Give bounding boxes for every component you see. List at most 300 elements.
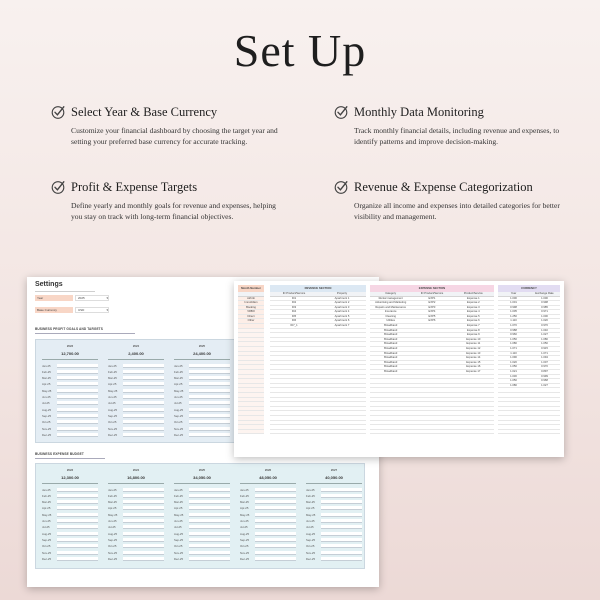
table-cell[interactable]: Expense 13 <box>466 351 481 355</box>
month-value-input[interactable] <box>189 376 230 380</box>
table-cell[interactable] <box>270 379 318 383</box>
month-value-input[interactable] <box>189 395 230 399</box>
table-cell[interactable] <box>270 421 318 425</box>
table-cell[interactable] <box>529 402 560 406</box>
month-value-input[interactable] <box>57 544 98 548</box>
month-value-input[interactable] <box>57 408 98 412</box>
month-value-input[interactable] <box>123 401 164 405</box>
year-select[interactable]: 2025 ▾ <box>75 295 109 301</box>
table-cell[interactable] <box>498 430 529 434</box>
month-value-input[interactable] <box>189 420 230 424</box>
table-cell[interactable] <box>411 421 452 425</box>
table-cell[interactable] <box>270 352 318 356</box>
table-cell[interactable]: Expense 7 <box>466 324 480 328</box>
table-cell[interactable] <box>318 352 366 356</box>
table-cell[interactable] <box>529 388 560 392</box>
table-cell[interactable]: 1.000 <box>541 296 548 300</box>
month-value-input[interactable] <box>123 488 164 492</box>
table-cell[interactable] <box>453 375 494 379</box>
table-cell[interactable]: Booking <box>246 305 256 309</box>
table-cell[interactable] <box>318 361 366 365</box>
table-cell[interactable] <box>270 375 318 379</box>
table-cell[interactable]: Apartment 3 <box>334 305 350 309</box>
table-cell[interactable] <box>238 416 264 420</box>
month-value-input[interactable] <box>321 488 362 492</box>
table-cell[interactable] <box>270 329 318 333</box>
month-value-input[interactable] <box>57 364 98 368</box>
table-cell[interactable]: EXP6 <box>428 319 436 323</box>
table-cell[interactable] <box>318 370 366 374</box>
month-value-input[interactable] <box>123 551 164 555</box>
month-value-input[interactable] <box>189 551 230 555</box>
table-cell[interactable] <box>498 411 529 415</box>
table-cell[interactable] <box>238 370 264 374</box>
table-cell[interactable] <box>318 402 366 406</box>
table-cell[interactable] <box>318 365 366 369</box>
table-cell[interactable]: Broadband <box>384 328 398 332</box>
table-cell[interactable] <box>498 425 529 429</box>
table-cell[interactable]: Expense 14 <box>466 356 481 360</box>
table-cell[interactable]: EXP1 <box>428 296 436 300</box>
table-cell[interactable]: Apartment 7 <box>334 324 350 328</box>
table-cell[interactable]: 1.094 <box>541 356 548 360</box>
table-cell[interactable] <box>238 338 264 342</box>
table-cell[interactable] <box>238 342 264 346</box>
table-cell[interactable] <box>270 425 318 429</box>
table-cell[interactable] <box>498 402 529 406</box>
table-cell[interactable]: 1.250 <box>510 314 517 318</box>
table-cell[interactable] <box>453 402 494 406</box>
table-cell[interactable] <box>529 411 560 415</box>
table-cell[interactable]: ID7_1 <box>290 324 298 328</box>
table-cell[interactable]: Expense 11 <box>466 342 481 346</box>
month-value-input[interactable] <box>57 488 98 492</box>
month-value-input[interactable] <box>189 401 230 405</box>
table-cell[interactable]: 1.001 <box>510 301 517 305</box>
month-value-input[interactable] <box>123 500 164 504</box>
table-cell[interactable] <box>238 324 264 328</box>
month-value-input[interactable] <box>57 551 98 555</box>
month-value-input[interactable] <box>189 382 230 386</box>
table-cell[interactable] <box>318 329 366 333</box>
table-cell[interactable]: 1.027 <box>541 383 548 387</box>
table-cell[interactable] <box>453 388 494 392</box>
table-cell[interactable] <box>498 398 529 402</box>
table-cell[interactable] <box>238 329 264 333</box>
month-value-input[interactable] <box>189 370 230 374</box>
table-cell[interactable] <box>529 425 560 429</box>
month-value-input[interactable] <box>57 370 98 374</box>
table-cell[interactable] <box>529 421 560 425</box>
table-cell[interactable]: 0.971 <box>541 310 548 314</box>
table-cell[interactable]: 1.020 <box>510 360 517 364</box>
table-cell[interactable] <box>370 411 411 415</box>
table-cell[interactable] <box>238 352 264 356</box>
table-cell[interactable]: Apartment 2 <box>334 301 350 305</box>
table-cell[interactable]: Expense 2 <box>466 301 480 305</box>
table-cell[interactable] <box>453 430 494 434</box>
table-cell[interactable] <box>238 379 264 383</box>
table-cell[interactable]: Broadband <box>384 333 398 337</box>
table-cell[interactable] <box>270 338 318 342</box>
month-value-input[interactable] <box>255 557 296 561</box>
month-value-input[interactable] <box>255 538 296 542</box>
month-value-input[interactable] <box>57 427 98 431</box>
month-value-input[interactable] <box>123 420 164 424</box>
month-value-input[interactable] <box>189 557 230 561</box>
table-cell[interactable] <box>318 356 366 360</box>
month-value-input[interactable] <box>321 544 362 548</box>
table-cell[interactable] <box>411 370 452 374</box>
table-cell[interactable] <box>529 398 560 402</box>
table-cell[interactable] <box>453 416 494 420</box>
table-cell[interactable]: Broadband <box>384 342 398 346</box>
table-cell[interactable]: 1.071 <box>510 347 517 351</box>
table-cell[interactable]: ID5 <box>291 314 297 318</box>
month-value-input[interactable] <box>57 433 98 437</box>
month-value-input[interactable] <box>123 513 164 517</box>
month-value-input[interactable] <box>123 544 164 548</box>
table-cell[interactable]: Apartment 4 <box>334 310 350 314</box>
month-value-input[interactable] <box>123 433 164 437</box>
table-cell[interactable]: Broadband <box>384 360 398 364</box>
month-value-input[interactable] <box>123 525 164 529</box>
month-value-input[interactable] <box>321 513 362 517</box>
table-cell[interactable] <box>238 425 264 429</box>
month-value-input[interactable] <box>255 544 296 548</box>
table-cell[interactable]: Utilities <box>386 319 395 323</box>
table-cell[interactable]: Broadband <box>384 370 398 373</box>
table-cell[interactable]: 1.070 <box>510 324 517 328</box>
table-cell[interactable] <box>238 365 264 369</box>
table-cell[interactable] <box>318 342 366 346</box>
table-cell[interactable] <box>318 421 366 425</box>
month-value-input[interactable] <box>123 364 164 368</box>
month-value-input[interactable] <box>57 513 98 517</box>
table-cell[interactable] <box>498 407 529 411</box>
table-cell[interactable]: Apartment 1 <box>334 296 350 300</box>
table-cell[interactable] <box>238 356 264 360</box>
table-cell[interactable] <box>370 402 411 406</box>
table-cell[interactable]: ID6 <box>291 319 297 323</box>
table-cell[interactable] <box>270 388 318 392</box>
month-value-input[interactable] <box>189 513 230 517</box>
table-cell[interactable]: Broadband <box>384 324 398 328</box>
table-cell[interactable] <box>498 388 529 392</box>
table-cell[interactable]: Broadband <box>384 351 398 355</box>
table-cell[interactable] <box>238 333 264 337</box>
month-value-input[interactable] <box>189 544 230 548</box>
table-cell[interactable] <box>453 425 494 429</box>
month-value-input[interactable] <box>123 414 164 418</box>
month-value-input[interactable] <box>255 513 296 517</box>
month-value-input[interactable] <box>189 408 230 412</box>
month-value-input[interactable] <box>123 532 164 536</box>
table-cell[interactable] <box>411 347 452 351</box>
table-cell[interactable] <box>318 388 366 392</box>
table-cell[interactable] <box>238 398 264 402</box>
table-cell[interactable]: Broadband <box>384 356 398 360</box>
table-cell[interactable] <box>411 411 452 415</box>
table-cell[interactable] <box>453 379 494 383</box>
table-cell[interactable]: ID2 <box>291 301 297 305</box>
month-value-input[interactable] <box>189 433 230 437</box>
table-cell[interactable] <box>270 361 318 365</box>
table-cell[interactable] <box>270 416 318 420</box>
table-cell[interactable] <box>238 375 264 379</box>
month-value-input[interactable] <box>123 557 164 561</box>
table-cell[interactable] <box>238 407 264 411</box>
month-value-input[interactable] <box>123 538 164 542</box>
table-cell[interactable]: ID1 <box>291 296 297 300</box>
month-value-input[interactable] <box>255 525 296 529</box>
table-cell[interactable]: 0.968 <box>541 379 548 383</box>
table-cell[interactable] <box>238 393 264 397</box>
month-value-input[interactable] <box>321 557 362 561</box>
table-cell[interactable] <box>370 421 411 425</box>
table-cell[interactable]: Cleaning <box>385 314 396 318</box>
table-cell[interactable] <box>270 393 318 397</box>
month-value-input[interactable] <box>123 389 164 393</box>
month-value-input[interactable] <box>321 532 362 536</box>
table-cell[interactable] <box>318 398 366 402</box>
table-cell[interactable]: 0.976 <box>541 324 548 328</box>
table-cell[interactable] <box>238 361 264 365</box>
table-cell[interactable] <box>370 407 411 411</box>
table-cell[interactable]: Expense 17 <box>466 370 481 373</box>
table-cell[interactable] <box>318 411 366 415</box>
table-cell[interactable] <box>318 416 366 420</box>
table-cell[interactable]: 1.005 <box>510 310 517 314</box>
table-cell[interactable] <box>411 402 452 406</box>
table-cell[interactable]: 1.090 <box>510 356 517 360</box>
table-cell[interactable] <box>411 375 452 379</box>
table-cell[interactable]: 1.080 <box>541 337 548 341</box>
month-value-input[interactable] <box>57 494 98 498</box>
month-value-input[interactable] <box>189 414 230 418</box>
table-cell[interactable]: 1.007 <box>541 360 548 364</box>
table-cell[interactable] <box>238 402 264 406</box>
table-cell[interactable] <box>411 430 452 434</box>
table-cell[interactable]: 1.030 <box>510 374 517 378</box>
table-cell[interactable] <box>453 384 494 388</box>
table-cell[interactable]: ID4 <box>291 310 297 314</box>
month-value-input[interactable] <box>57 500 98 504</box>
table-cell[interactable]: Expense 4 <box>466 310 480 314</box>
table-cell[interactable] <box>238 384 264 388</box>
table-cell[interactable] <box>411 379 452 383</box>
table-cell[interactable]: Expense 1 <box>466 296 480 300</box>
month-value-input[interactable] <box>123 494 164 498</box>
table-cell[interactable] <box>411 324 452 328</box>
table-cell[interactable]: Rental management <box>378 296 403 300</box>
table-cell[interactable] <box>411 407 452 411</box>
table-cell[interactable]: Broadband <box>384 337 398 341</box>
table-cell[interactable]: 0.998 <box>541 301 548 305</box>
table-cell[interactable] <box>270 430 318 434</box>
month-value-input[interactable] <box>123 519 164 523</box>
table-cell[interactable]: 0.999 <box>541 374 548 378</box>
table-cell[interactable] <box>238 421 264 425</box>
table-cell[interactable]: Expense 12 <box>466 347 481 351</box>
month-value-input[interactable] <box>189 364 230 368</box>
table-cell[interactable]: ID3 <box>291 305 297 309</box>
table-cell[interactable]: 1.080 <box>510 342 517 346</box>
month-value-input[interactable] <box>255 532 296 536</box>
table-cell[interactable]: EXP3 <box>428 305 436 309</box>
month-value-input[interactable] <box>189 538 230 542</box>
table-cell[interactable]: 1.021 <box>510 370 517 373</box>
table-cell[interactable] <box>318 375 366 379</box>
table-cell[interactable]: 0.915 <box>541 347 548 351</box>
month-value-input[interactable] <box>57 389 98 393</box>
table-cell[interactable] <box>411 356 452 360</box>
month-value-input[interactable] <box>123 382 164 386</box>
table-cell[interactable] <box>270 411 318 415</box>
table-cell[interactable] <box>238 388 264 392</box>
table-cell[interactable] <box>270 407 318 411</box>
table-cell[interactable]: VRBO <box>247 310 255 314</box>
table-cell[interactable]: Immobilien <box>244 301 258 305</box>
table-cell[interactable] <box>453 398 494 402</box>
table-cell[interactable]: 1.050 <box>510 337 517 341</box>
month-value-input[interactable] <box>57 382 98 386</box>
table-cell[interactable] <box>529 430 560 434</box>
table-cell[interactable] <box>411 425 452 429</box>
table-cell[interactable]: EXP5 <box>428 314 436 318</box>
month-value-input[interactable] <box>189 494 230 498</box>
table-cell[interactable] <box>270 342 318 346</box>
month-value-input[interactable] <box>189 519 230 523</box>
table-cell[interactable] <box>411 352 452 356</box>
table-cell[interactable] <box>318 379 366 383</box>
month-value-input[interactable] <box>189 389 230 393</box>
table-cell[interactable] <box>453 421 494 425</box>
table-cell[interactable] <box>529 407 560 411</box>
table-cell[interactable] <box>270 384 318 388</box>
table-cell[interactable] <box>498 393 529 397</box>
table-cell[interactable] <box>411 388 452 392</box>
month-value-input[interactable] <box>321 538 362 542</box>
table-cell[interactable]: Airbnb <box>247 296 255 300</box>
table-cell[interactable]: 0.985 <box>541 305 548 309</box>
table-cell[interactable]: EXP4 <box>428 310 436 314</box>
table-cell[interactable] <box>238 411 264 415</box>
month-value-input[interactable] <box>57 532 98 536</box>
table-cell[interactable]: Expense 6 <box>466 319 480 323</box>
table-cell[interactable]: Broadband <box>384 365 398 369</box>
table-cell[interactable] <box>370 393 411 397</box>
table-cell[interactable]: 1.071 <box>541 351 548 355</box>
month-value-input[interactable] <box>57 401 98 405</box>
table-cell[interactable]: 1.000 <box>541 314 548 318</box>
table-cell[interactable]: Expense 16 <box>466 365 481 369</box>
table-cell[interactable] <box>370 384 411 388</box>
table-cell[interactable] <box>370 379 411 383</box>
table-cell[interactable] <box>370 416 411 420</box>
table-cell[interactable] <box>411 329 452 333</box>
month-value-input[interactable] <box>321 494 362 498</box>
table-cell[interactable]: 0.998 <box>510 305 517 309</box>
table-cell[interactable] <box>370 388 411 392</box>
table-cell[interactable] <box>270 365 318 369</box>
table-cell[interactable]: Advertising and Marketing <box>375 301 407 305</box>
currency-select[interactable]: USD ▾ <box>75 307 109 313</box>
table-cell[interactable] <box>270 347 318 351</box>
month-value-input[interactable] <box>189 427 230 431</box>
table-cell[interactable]: Apartment 5 <box>334 314 350 318</box>
table-cell[interactable] <box>529 393 560 397</box>
table-cell[interactable]: 1.050 <box>510 379 517 383</box>
table-cell[interactable]: Repairs and Maintenance <box>375 305 406 309</box>
table-cell[interactable] <box>370 375 411 379</box>
table-cell[interactable]: 0.970 <box>541 365 548 369</box>
table-cell[interactable]: 1.040 <box>541 328 548 332</box>
table-cell[interactable]: Insurance <box>384 310 397 314</box>
table-cell[interactable]: 1.000 <box>510 296 517 300</box>
month-value-input[interactable] <box>57 395 98 399</box>
month-value-input[interactable] <box>57 376 98 380</box>
table-cell[interactable] <box>318 430 366 434</box>
month-value-input[interactable] <box>255 488 296 492</box>
table-cell[interactable]: Expense 8 <box>466 328 480 332</box>
table-cell[interactable]: 0.960 <box>510 333 517 337</box>
table-cell[interactable]: Apartment 6 <box>334 319 350 323</box>
month-value-input[interactable] <box>189 500 230 504</box>
table-cell[interactable] <box>529 416 560 420</box>
table-cell[interactable] <box>238 430 264 434</box>
table-cell[interactable]: 1.020 <box>541 319 548 323</box>
table-cell[interactable] <box>318 407 366 411</box>
table-cell[interactable] <box>498 416 529 420</box>
table-cell[interactable]: 0.988 <box>510 328 517 332</box>
month-value-input[interactable] <box>255 500 296 504</box>
table-cell[interactable] <box>453 411 494 415</box>
month-value-input[interactable] <box>189 488 230 492</box>
table-cell[interactable] <box>370 430 411 434</box>
table-cell[interactable]: 1.050 <box>541 342 548 346</box>
table-cell[interactable] <box>270 402 318 406</box>
table-cell[interactable] <box>411 416 452 420</box>
table-cell[interactable]: 1.027 <box>541 333 548 337</box>
month-value-input[interactable] <box>255 551 296 555</box>
table-cell[interactable] <box>411 393 452 397</box>
table-cell[interactable] <box>411 365 452 369</box>
table-cell[interactable] <box>270 333 318 337</box>
table-cell[interactable] <box>318 347 366 351</box>
month-value-input[interactable] <box>57 557 98 561</box>
month-value-input[interactable] <box>123 427 164 431</box>
table-cell[interactable] <box>370 398 411 402</box>
table-cell[interactable]: Expense 3 <box>466 305 480 309</box>
table-cell[interactable]: 1.050 <box>510 365 517 369</box>
table-cell[interactable]: 1.080 <box>510 383 517 387</box>
table-cell[interactable] <box>453 407 494 411</box>
month-value-input[interactable] <box>57 538 98 542</box>
month-value-input[interactable] <box>123 506 164 510</box>
month-value-input[interactable] <box>255 506 296 510</box>
month-value-input[interactable] <box>57 420 98 424</box>
table-cell[interactable]: EXP2 <box>428 301 436 305</box>
table-cell[interactable] <box>411 338 452 342</box>
month-value-input[interactable] <box>123 376 164 380</box>
table-cell[interactable] <box>411 384 452 388</box>
month-value-input[interactable] <box>123 395 164 399</box>
month-value-input[interactable] <box>189 532 230 536</box>
table-cell[interactable]: Expense 5 <box>466 314 480 318</box>
month-value-input[interactable] <box>321 525 362 529</box>
table-cell[interactable] <box>238 347 264 351</box>
